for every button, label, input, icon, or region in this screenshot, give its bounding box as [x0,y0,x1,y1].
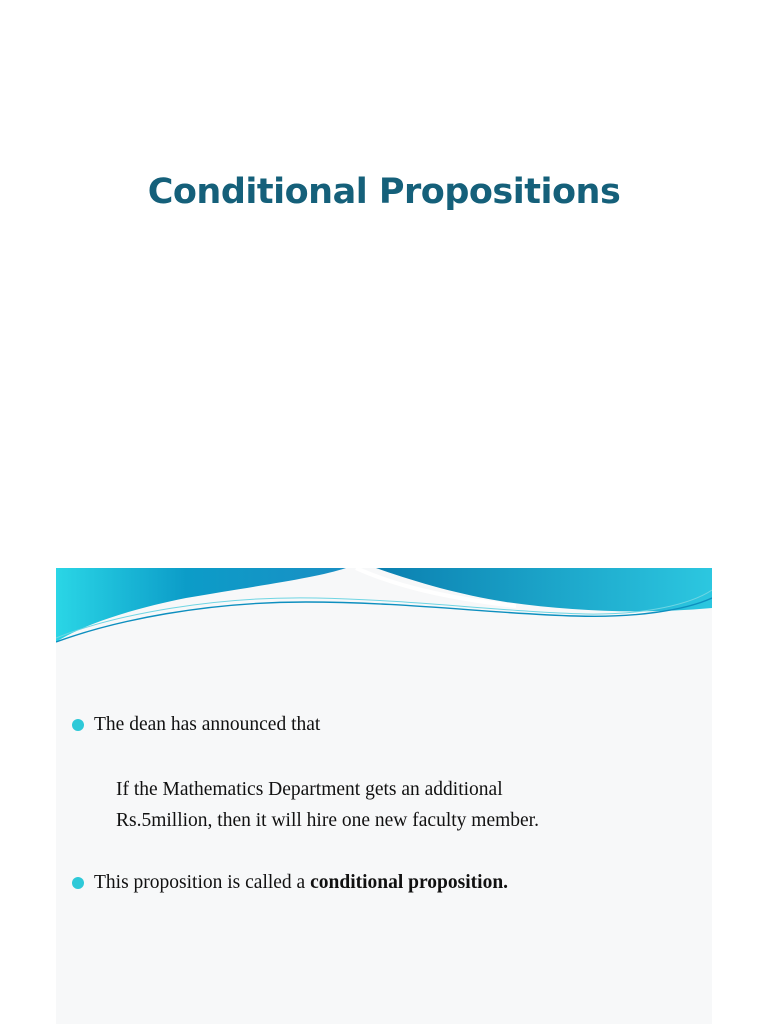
bullet-dot-icon [72,719,84,731]
bullet-dot-icon [72,877,84,889]
bullet-item [94,868,508,898]
content-slide [56,568,712,1024]
example-line: If the Mathematics Department gets an additional [116,779,503,800]
bullet-text: This proposition is called a [94,872,311,893]
slide-title: Conditional Propositions [147,172,621,212]
bullet-text: The dean has announced that [94,714,321,735]
header-wave-decoration [56,568,712,648]
bullet-emphasis: conditional proposition. [310,872,509,893]
example-statement [116,774,539,836]
bullet-item [94,710,320,740]
example-line: Rs.5million, then it will hire one new faculty member. [116,810,539,831]
